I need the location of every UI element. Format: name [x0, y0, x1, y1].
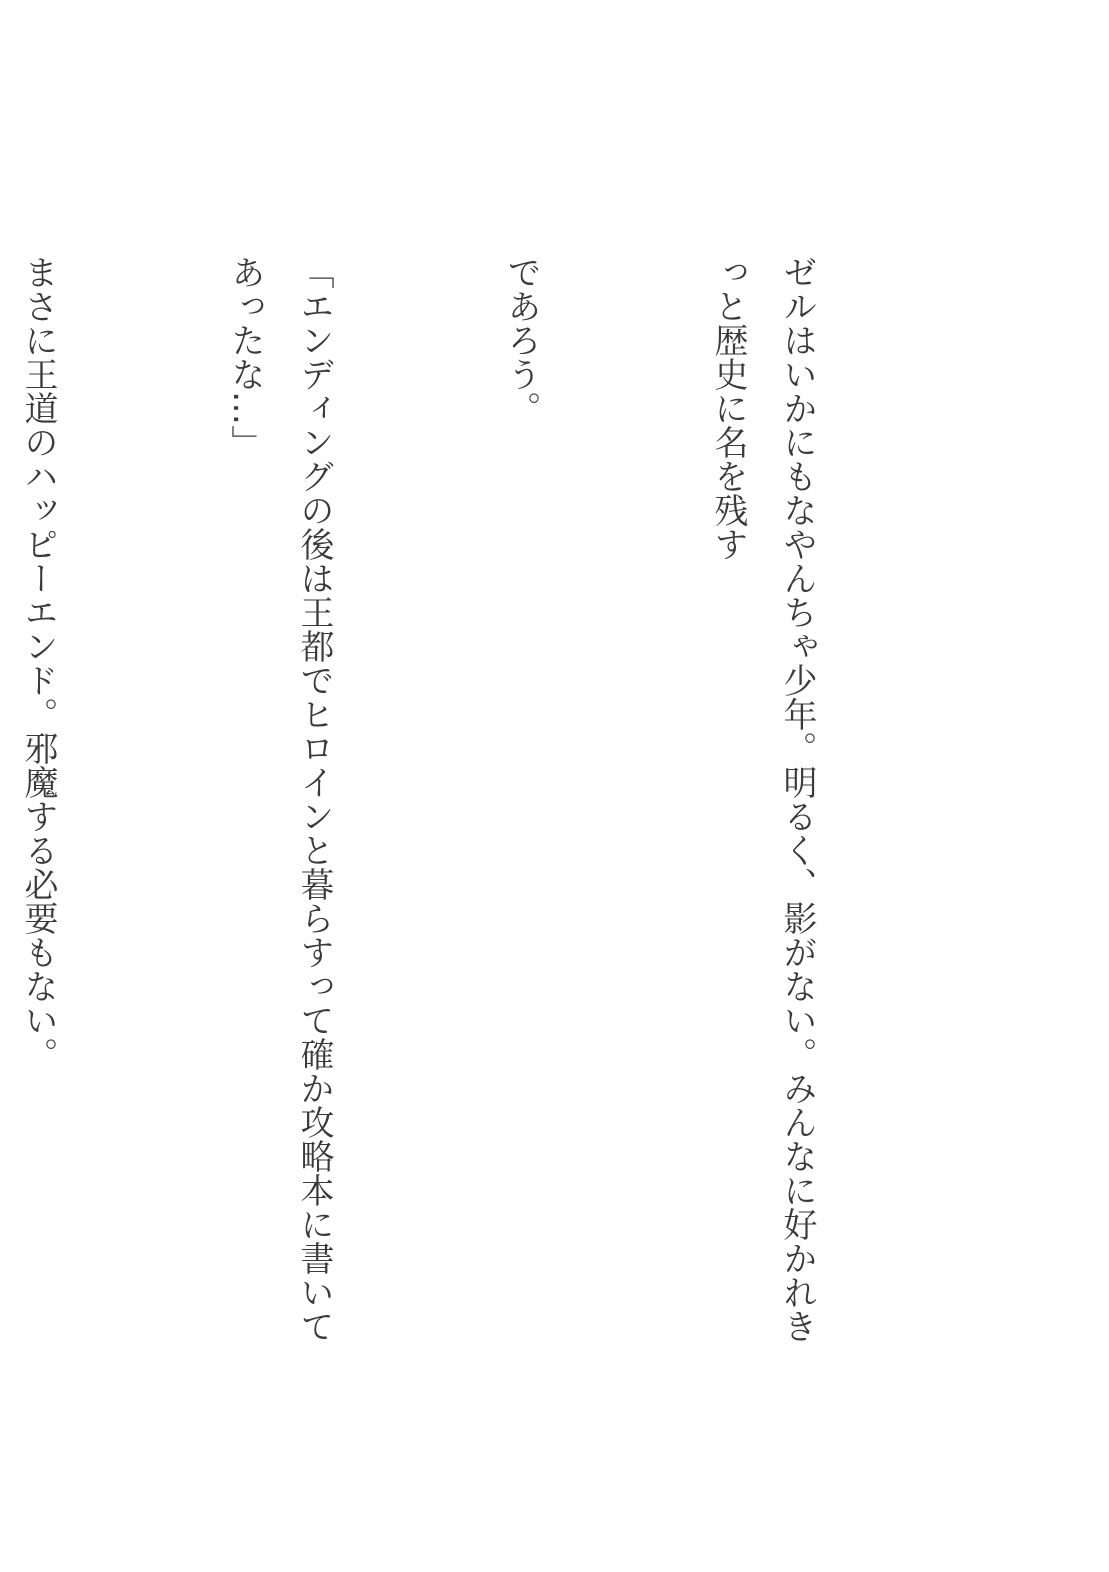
vertical-text-block [0, 255, 969, 1355]
text-line: 「エンディングの後は王都でヒロインと暮らすって確か攻略本に書いてあったな…」 [225, 255, 334, 1343]
text-line: であろう。 [501, 255, 541, 425]
text-line: ゼルはいかにもなやんちゃ少年。明るく、影がない。みんなに好かれきっと歴史に名を残す [708, 255, 817, 1343]
text-line: まさに王道のハッピーエンド。邪魔する必要もない。 [18, 255, 58, 1071]
